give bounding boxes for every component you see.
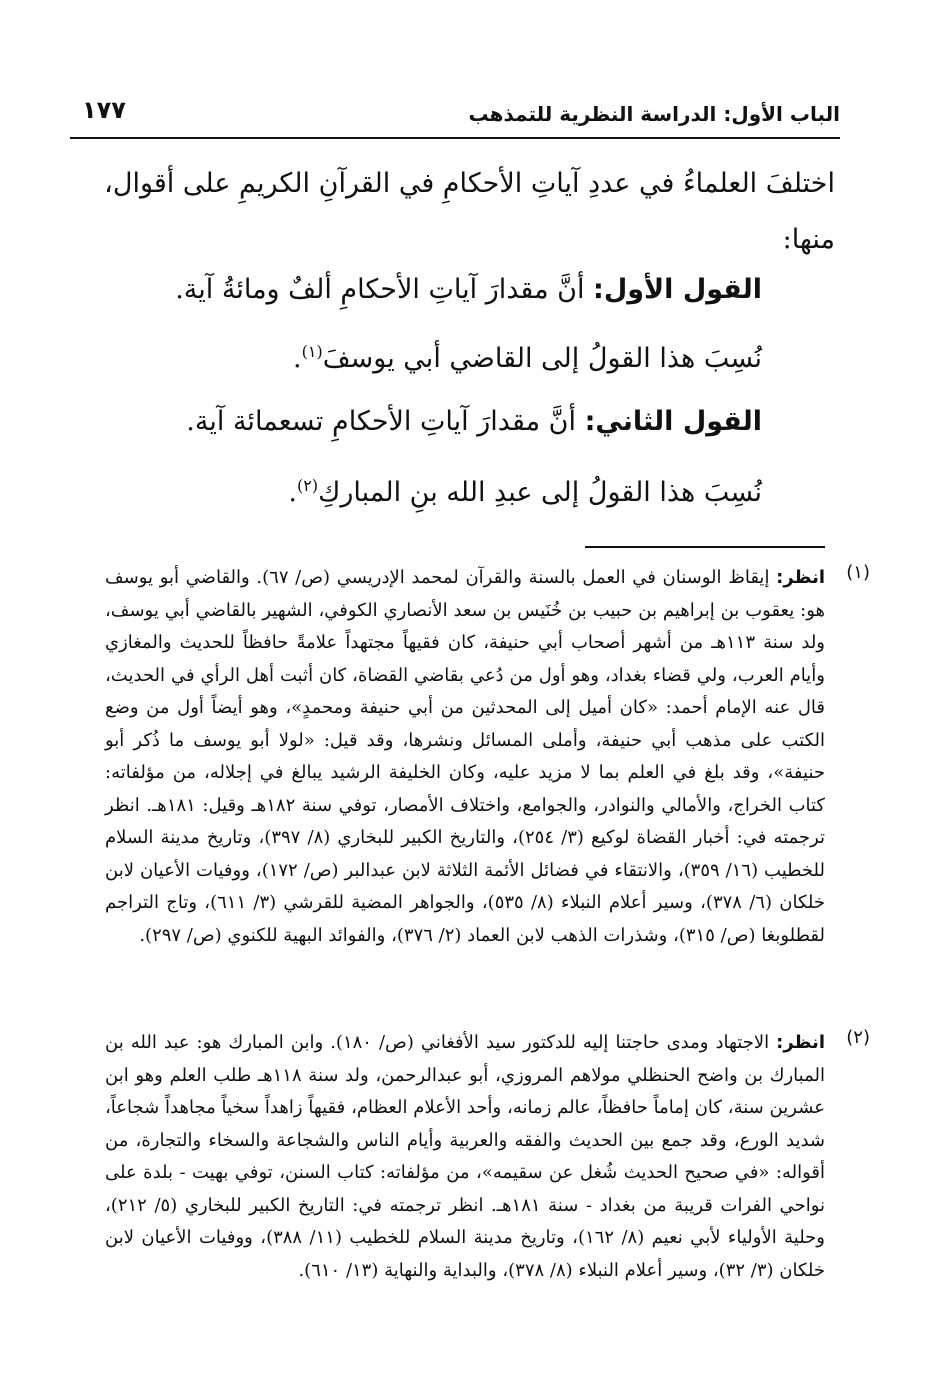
page-number: ١٧٧	[82, 96, 126, 124]
opinion-1	[162, 268, 762, 312]
intro-line-1: اختلفَ العلماءُ في عددِ آياتِ الأحكامِ في القرآنِ الكريمِ على أقوال،	[104, 168, 835, 199]
footnote-1-text: إيقاظ الوسنان في العمل بالسنة والقرآن لمحمد الإدريسي (ص/ ٦٧). والقاضي أبو يوسف هو: يعقوب بن إبراهيم بن حبيب بن خُنَيس بن سعد الأنصاري الكوفي، الشهير بالقاضي أبي يوسف، ولد سنة ١١٣هـ من أشهر أصحاب أبي حنيفة، كان فقيهاً مجتهداً علامةً حافظاً للحديث والمغازي وأيام العرب، ولي قضاء بغداد، وهو أول من دُعي بقاضي القضاة، كان أثبت أهل الرأي في الحديث، قال عنه الإمام أحمد: «كان أميل إلى المحدثين من أبي حنيفة ومحمدٍ»، وهو أيضاً أول من وضع الكتب على مذهب أبي حنيفة، وأملى المسائل ونشرها، وقد قيل: «لولا أبو يوسف ما ذُكر أبو حنيفة»، وقد بلغ في العلم بما لا مزيد عليه، وكان الخليفة الرشيد يبالغ في إجلاله، من مؤلفاته: كتاب الخراج، والأمالي والنوادر، والجوامع، واختلاف الأمصار، توفي سنة ١٨٢هـ وقيل: ١٨١هـ. انظر ترجمته في: أخبار القضاة لوكيع (٣/ ٢٥٤)، والتاريخ الكبير للبخاري (٨/ ٣٩٧)، وتاريخ مدينة السلام للخطيب (١٦/ ٣٥٩)، والانتقاء في فضائل الأئمة الثلاثة لابن عبدالبر (ص/ ١٧٢)، ووفيات الأعيان لابن خلكان (٦/ ٣٧٨)، وسير أعلام النبلاء (٨/ ٥٣٥)، والجواهر المضية للقرشي (٣/ ٦١١)، وتاج التراجم لقطلوبغا (ص/ ٣١٥)، وشذرات الذهب لابن العماد (٢/ ٣٧٦)، والفوائد البهية للكنوي (ص/ ٢٩٧).	[105, 567, 826, 946]
attribution-1	[162, 330, 762, 381]
footnote-1-label: انظر:	[776, 567, 825, 588]
footnote-ref-2[interactable]: (٢)	[296, 476, 319, 495]
footnote-ref-1[interactable]: (١)	[301, 342, 323, 361]
opinion-2	[162, 400, 762, 444]
footnote-2	[105, 1027, 825, 1287]
opinion-2-text: أنَّ مقدارَ آياتِ الأحكامِ تسعمائة آية.	[186, 406, 577, 437]
footnote-2-text: الاجتهاد ومدى حاجتنا إليه للدكتور سيد الأفغاني (ص/ ١٨٠). وابن المبارك هو: عبد الله بن المبارك بن واضح الحنظلي مولاهم المروزي، أبو عبدالرحمن، ولد سنة ١١٨هـ طلب العلم وهو ابن عشرين سنة، كان إماماً حافظاً، عالم زمانه، وأحد الأعلام العظام، فقيهاً زاهداً سخياً مجاهداً شجاعاً، شديد الورع، وقد جمع بين الحديث والفقه والعربية وأيام الناس والشجاعة والسخاء والتجارة، من أقواله: «في صحيح الحديث شُغل عن سقيمه»، من مؤلفاته: كتاب السنن، توفي بهيت - بلدة على نواحي الفرات قريبة من بغداد - سنة ١٨١هـ. انظر ترجمته في: التاريخ الكبير للبخاري (٥/ ٢١٢)، وحلية الأولياء لأبي نعيم (٨/ ١٦٢)، وتاريخ مدينة السلام للخطيب (١١/ ٣٨٨)، ووفيات الأعيان لابن خلكان (٣/ ٣٢)، وسير أعلام النبلاء (٨/ ٣٧٨)، والبداية والنهاية (١٣/ ٦١٠).	[105, 1032, 826, 1281]
attribution-1-end: .	[293, 343, 302, 374]
attribution-2-text: نُسِبَ هذا القولُ إلى عبدِ الله بنِ المباركِ	[318, 477, 762, 508]
attribution-2-end: .	[288, 477, 297, 508]
header-divider	[70, 137, 840, 139]
footnote-1-number: (١)	[846, 562, 870, 583]
opinion-2-label: القول الثاني:	[584, 406, 762, 437]
chapter-title: الباب الأول: الدراسة النظرية للتمذهب	[468, 102, 840, 126]
intro-line-2: منها:	[782, 224, 835, 255]
opinion-1-text: أنَّ مقدارَ آياتِ الأحكامِ ألفٌ ومائةُ آية.	[175, 274, 585, 305]
attribution-2	[162, 464, 762, 515]
footnote-2-number: (٢)	[846, 1027, 870, 1048]
opinion-1-label: القول الأول:	[593, 274, 762, 305]
footnote-separator	[585, 546, 825, 548]
running-header	[70, 96, 840, 136]
intro-paragraph	[100, 156, 835, 268]
attribution-1-text: نُسِبَ هذا القولُ إلى القاضي أبي يوسفَ	[322, 343, 762, 374]
footnote-1	[105, 562, 825, 952]
footnote-2-label: انظر:	[776, 1032, 825, 1053]
